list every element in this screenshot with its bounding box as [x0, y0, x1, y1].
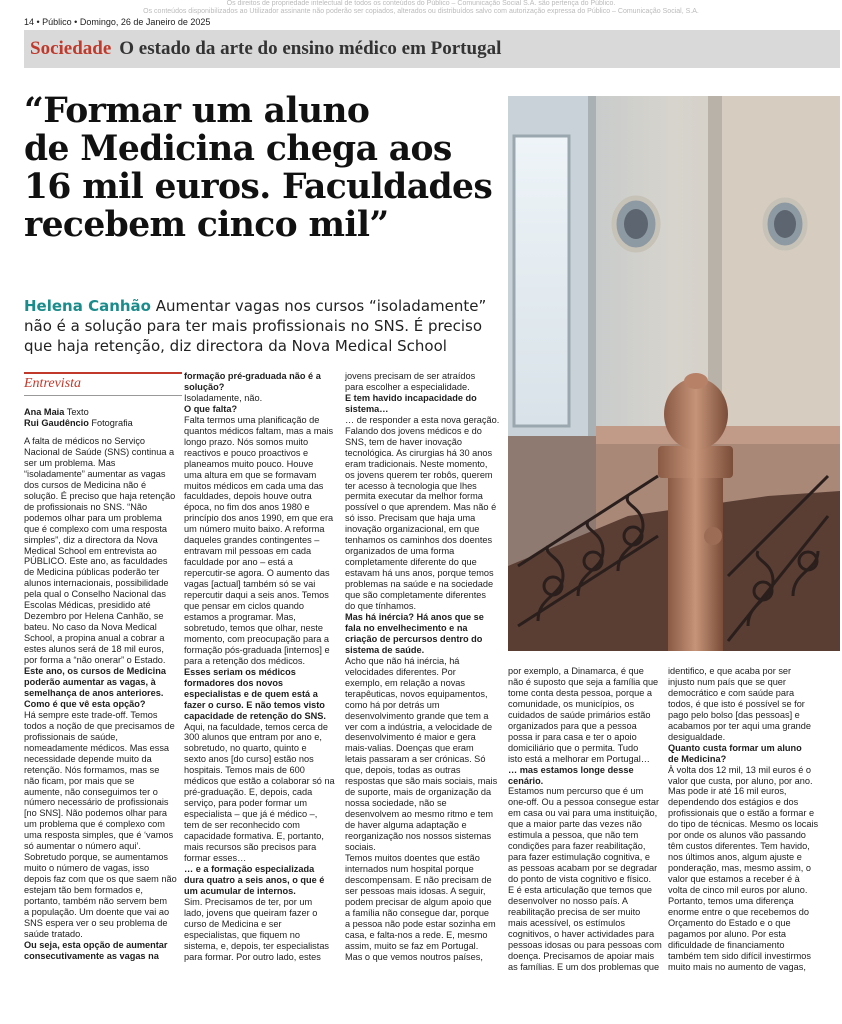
article-text-line: têm custos diferentes. Tem havido,	[668, 841, 810, 852]
article-text-line: também tem sido difícil investirmos	[668, 950, 811, 961]
article-text-line: faculdades, depois houve outra	[184, 491, 312, 502]
byline-author-role: Texto	[66, 407, 89, 417]
text-column-1	[24, 436, 177, 962]
article-text-line: velocidades diferentes. Por	[345, 666, 456, 677]
staircase-illustration	[508, 96, 840, 651]
article-text-line: respostas que são mais sociais, mais	[345, 776, 498, 787]
article-text-line: longo prazo. Nós somos muito	[184, 436, 309, 447]
article-text-line: E tem havido incapacidade do	[345, 392, 477, 403]
article-text-line: para a retenção dos médicos.	[184, 655, 306, 666]
article-text-line: profissionais de saúde,	[24, 731, 118, 742]
article-text-line: organizados de uma forma	[345, 546, 455, 557]
article-text-line: Sobretudo porque, se aumentamos	[24, 852, 169, 863]
article-text-line: Isoladamente, não.	[184, 392, 263, 403]
article-text-line: cuidados de saúde primários estão	[508, 709, 651, 720]
article-text-line: uma resposta simples, que é ‘vamos	[24, 830, 174, 841]
article-text-line: de profissionais no SNS. “Não	[24, 501, 148, 512]
article-byline	[24, 407, 133, 429]
article-text-line: A falta de médicos no Serviço	[24, 436, 146, 446]
article-text-line: descompensam. E não precisam de	[345, 874, 492, 885]
article-lede	[24, 296, 498, 356]
article-text-line: bateu. No caso da Nova Medical	[24, 622, 157, 633]
article-text-line: como há por detrás um	[345, 699, 440, 710]
article-text-line: Quanto custa formar um aluno	[668, 742, 802, 753]
article-text-line: Há sempre este trade-off. Temos	[24, 709, 158, 720]
headline-line: “Formar um aluno	[24, 91, 370, 131]
article-text-line: comunidade, os municípios, os	[508, 698, 635, 709]
article-text-line: doença. Precisamos de apoiar mais	[508, 950, 655, 961]
article-text-line: desenvolvem ao mesmo ritmo e tem	[345, 809, 494, 820]
article-text-line: organizados para que a pessoa	[508, 720, 637, 731]
byline-photographer: Rui Gaudêncio	[24, 418, 89, 428]
lede-author: Helena Canhão	[24, 297, 151, 315]
article-text-line: de suporte, mais de organização da	[345, 787, 492, 798]
article-text-line: Esses seriam os médicos	[184, 666, 296, 677]
article-text-line: de Medicina públicas poderão ter	[24, 567, 160, 578]
article-text-line: Dezembro por Helena Canhão, se	[24, 611, 164, 622]
page-folio: 14 • Público • Domingo, 26 de Janeiro de 2025	[24, 17, 211, 27]
article-text-line: repercutir-se agora. O aumento das	[184, 568, 330, 579]
article-text-line: todos, é que isto é possível se for	[668, 698, 805, 709]
article-text-line: 300 alunos que entram por ano e,	[184, 732, 322, 743]
article-text-line: pré-graduação. E, depois, cada	[184, 787, 313, 798]
article-text-line: reabilitação precisa de ser muito	[508, 906, 641, 917]
article-text-line: condições para fazer reabilitação,	[508, 841, 646, 852]
article-text-line: vagas [actual] também só se vai	[184, 579, 316, 590]
article-text-line: por forma a “não onerar” o Estado.	[24, 655, 166, 666]
article-text-line: volta de cinco mil euros por aluno.	[668, 885, 808, 896]
article-text-line: a população. Um doente que vai ao	[24, 906, 170, 917]
article-text-line: quantos médicos faltam, mas a mais	[184, 425, 334, 436]
article-text-line: por onde os alunos vão passando	[668, 830, 806, 841]
article-text-line: assim, muito se faz em Portugal.	[345, 940, 479, 951]
article-text-line: que a maior parte das vezes não	[508, 819, 642, 830]
article-text-line: Temos muitos doentes que estão	[345, 852, 480, 863]
text-column-3	[345, 371, 499, 962]
article-text-line: as pessoas acabam por se degradar	[508, 863, 658, 874]
article-text-line: hospitais. Temos mais de 600	[184, 765, 305, 776]
article-text-line: cenário.	[508, 775, 544, 786]
article-text-line: do tipo de técnicas. Mesmo os locais	[668, 819, 819, 830]
article-text-line: fazer o curso. E não temos visto	[184, 699, 325, 710]
article-text-line: Medical School em entrevista ao	[24, 545, 157, 556]
article-text-line: valor que custa, por aluno, por ano.	[668, 775, 813, 786]
article-text-line: ponderação, mas, mesmo assim, o	[668, 863, 811, 874]
article-text-line: sistema, e, depois, ter especialistas	[184, 940, 330, 951]
article-text-line: valor que estamos a receber é à	[668, 874, 800, 885]
article-text-line: sobretudo, temos que olhar, neste	[184, 622, 323, 633]
article-text-line: dificuldade de financiamento	[668, 939, 785, 950]
article-text-line: de haver alguma adaptação e	[345, 820, 467, 831]
article-text-line: permita executar da melhor forma	[345, 491, 483, 502]
headline-line: recebem cinco mil”	[24, 205, 389, 245]
article-text-line: para formar. Por outro lado, estes	[184, 951, 321, 962]
copyright-notice	[0, 0, 842, 16]
article-text-line: época, no fim dos anos 1980 e	[184, 502, 310, 513]
copyright-line: Os conteúdos disponibilizados ao Utilizador assinante não poderão ser copiados, alterados ou distribuídos salvo com autorização expressa do Público – Comunicação Social, S.A.	[143, 8, 699, 15]
article-text-line: tecnológica. As cirurgias há 30 anos	[345, 447, 493, 458]
article-text-line: pagamos por aluno. Por esta	[668, 928, 786, 939]
article-text-line: Nacional de Saúde (SNS) continua a	[24, 446, 175, 457]
article-text-line: saúde tratado.	[24, 928, 83, 939]
article-text-line: um acumular de internos.	[184, 885, 296, 896]
text-column-2	[184, 371, 335, 962]
article-text-line: ser um problema. Mas	[24, 457, 116, 468]
article-text-line: … e a formação especializada	[184, 863, 315, 874]
article-text-line: Este ano, os cursos de Medicina	[24, 666, 166, 677]
article-text-line: casa, e falta-nos a rede. E, mesmo	[345, 929, 488, 940]
article-text-line: Acho que não há inércia, há	[345, 655, 460, 666]
article-text-line: dependendo dos estágios e dos	[668, 797, 799, 808]
article-text-line: lado, jovens que queiram fazer o	[184, 907, 318, 918]
headline-line: 16 mil euros. Faculdades	[24, 167, 493, 207]
article-text-line: do ponto de vista cognitivo e físico.	[508, 874, 652, 885]
article-text-line: Falando dos jovens médicos e do	[345, 425, 482, 436]
article-text-line: semelhança de anos anteriores.	[24, 687, 164, 698]
article-text-line: criação de percursos dentro do	[345, 633, 483, 644]
article-text-line: necessidade depende muito da	[24, 753, 152, 764]
article-text-line: Sim. Precisamos de ter, por um	[184, 896, 313, 907]
article-text-line: Mas pode ir até 16 mil euros,	[668, 786, 787, 797]
article-text-line: injusto num país que se quer	[668, 676, 786, 687]
article-text-line: SNS espera ver o seu problema de	[24, 917, 168, 928]
article-text-line: dura quatro a seis anos, o que é	[184, 874, 325, 885]
article-text-line: domiciliário que o permita. Tudo	[508, 742, 639, 753]
article-text-line: estimula a pessoa, que não tem	[508, 830, 639, 841]
article-text-line: em casa ou vai para uma instituição,	[508, 808, 658, 819]
article-text-line: muitos médicos em cada uma das	[184, 480, 324, 491]
article-text-line: formadores dos novos	[184, 677, 284, 688]
article-text-line: mais recursos são precisos para	[184, 841, 317, 852]
article-text-line: À volta dos 12 mil, 13 mil euros é o	[668, 764, 811, 775]
article-text-line: Como é que vê esta opção?	[24, 698, 146, 709]
article-text-line: tenhamos os caminhos dos doentes	[345, 535, 493, 546]
article-text-line: que pensar em ciclos quando	[184, 601, 305, 612]
article-text-line: SNS, tem de haver inovação	[345, 436, 462, 447]
article-text-line: inovação organizacional, em que	[345, 524, 480, 535]
article-text-line: ser pessoas mais idosas. A seguir,	[345, 885, 486, 896]
article-text-line: desenvolvimento grande que tem a	[345, 710, 489, 721]
article-text-line: médicos que estão a colaborar só na	[184, 776, 335, 787]
article-text-line: princípio dos anos 1990, em que era	[184, 513, 334, 524]
article-text-line: possível o que aprendem. Mas não é	[345, 502, 497, 513]
article-text-line: “isoladamente” aumentar as vagas	[24, 468, 166, 479]
lede-line: não é a solução para ter mais profissionais no SNS. É preciso	[24, 317, 482, 335]
article-text-line: formação pós-graduada [internos] e	[184, 644, 330, 655]
article-text-line: Orçamento do Estado e o que	[668, 917, 791, 928]
article-text-line: O que falta?	[184, 403, 238, 414]
article-text-line: tome conta desta pessoa, porque a	[508, 687, 653, 698]
article-text-line: ver com a indústria, a velocidade de	[345, 721, 493, 732]
article-text-line: só isso. Precisam que haja uma	[345, 513, 476, 524]
article-text-line: internados num hospital porque	[345, 863, 474, 874]
article-text-line: faculdade por ano – está a	[184, 557, 293, 568]
article-text-line: completamente diferente do que	[345, 557, 477, 568]
article-text-line: cognitivos, o haver actividades para	[508, 928, 655, 939]
article-text-line: que são completamente diferentes	[345, 590, 486, 601]
lede-line: Aumentar vagas nos cursos “isoladamente”	[155, 297, 487, 315]
article-text-line: especialistas e de quem está a	[184, 688, 318, 699]
article-text-line: estavam há uns anos, porque temos	[345, 568, 494, 579]
article-text-line: exemplo, em relação a novas	[345, 677, 466, 688]
article-text-line: não ficam, por mais que se	[24, 775, 135, 786]
section-kicker: Entrevista	[24, 372, 182, 392]
article-text-line: repercutir daqui a seis anos. Temos	[184, 590, 329, 601]
article-text-line: jovens precisam de ser atraídos	[345, 371, 476, 381]
article-text-line: portanto, também não servem bem	[24, 896, 167, 907]
article-text-line: depois faz com que os que saem não	[24, 874, 177, 885]
article-text-line: aumente, não conseguimos ter o	[24, 786, 158, 797]
byline-author: Ana Maia	[24, 407, 65, 417]
article-text-line: formação pré-graduada não é a	[184, 371, 321, 381]
article-text-line: … de responder a esta nova geração.	[345, 414, 500, 425]
article-text-line: do que tínhamos.	[345, 601, 416, 612]
article-text-line: Mas o que vemos noutros países,	[345, 951, 483, 962]
article-text-line: muito o número de vagas, isso	[24, 863, 150, 874]
article-text-line: acabamos por ter aqui uma grande	[668, 720, 812, 731]
article-text-line: solução?	[184, 381, 225, 392]
article-text-line: sistema de saúde.	[345, 644, 425, 655]
article-text-line: pela qual o Conselho Nacional das	[24, 589, 166, 600]
article-text-line: especialistas, que fiquem no	[184, 929, 300, 940]
article-text-line: uma altura em que se formavam	[184, 469, 317, 480]
article-text-line: desenvolver no nosso país. A	[508, 896, 629, 907]
article-text-line: planeamos muito pouco. Houve	[184, 458, 314, 469]
article-text-line: a família não consegue dar, porque	[345, 907, 490, 918]
article-text-line: que é complexo com uma resposta	[24, 523, 167, 534]
article-text-line: terapêuticas, novos equipamentos,	[345, 688, 488, 699]
headline-line: de Medicina chega aos	[24, 129, 452, 169]
article-text-line: capacidade formativa. E, portanto,	[184, 831, 324, 842]
article-text-line: enorme entre o que recebemos do	[668, 906, 809, 917]
article-text-line: dos cursos de Medicina não é	[24, 479, 147, 490]
article-text-line: desigualdade.	[668, 731, 726, 742]
article-text-line: sexto anos [do curso] estão nos	[184, 754, 314, 765]
article-text-line: estes alunos será de 18 mil euros,	[24, 644, 164, 655]
article-text-line: Aqui, na faculdade, temos cerca de	[184, 721, 329, 732]
article-text-line: capacidade de retenção do SNS.	[184, 710, 326, 721]
article-text-line: simples”, diz a directora da Nova	[24, 534, 158, 545]
article-text-line: podemos olhar para um problema	[24, 512, 162, 523]
article-text-line: entravam mil pessoas em cada	[184, 546, 312, 557]
article-text-line: retenção. Nós formamos, mas se	[24, 764, 160, 775]
article-text-line: daqueles grandes contingentes –	[184, 535, 320, 546]
article-text-line: Falta termos uma planificação de	[184, 414, 320, 425]
article-text-line: um problema que é complexo com	[24, 819, 165, 830]
article-text-line: Ou seja, esta opção de aumentar	[24, 939, 168, 950]
article-text-line: reactivos e pouco proactivos e	[184, 447, 309, 458]
article-text-line: curso de Medicina e ser	[184, 918, 282, 929]
article-text-line: pessoas idosas ou para pessoas com	[508, 939, 662, 950]
article-text-line: PÚBLICO. Este ano, as faculdades	[24, 556, 168, 567]
article-text-line: podem precisar de algum apoio que	[345, 896, 492, 907]
article-text-line: momento, com preocupação para a	[184, 633, 330, 644]
article-text-line: democrático e com saúde para	[668, 687, 795, 698]
article-text-line: E é esta articulação que temos que	[508, 885, 653, 896]
article-text-line: tem de ser reconhecido com	[184, 820, 300, 831]
article-text-line: só aumentar o número aqui’.	[24, 841, 141, 852]
article-text-line: ter acesso à tecnologia que lhes	[345, 480, 477, 491]
article-text-line: desenvolvimento é maior e gera	[345, 732, 476, 743]
article-text-line: para fazer estimulação cognitiva, e	[508, 852, 650, 863]
article-text-line: não é suposto que seja a família que	[508, 676, 659, 687]
article-text-line: mais-valias. Doenças que eram	[345, 743, 474, 754]
article-text-line: one-off. Ou a pessoa consegue estar	[508, 797, 660, 808]
article-text-line: Estamos num percurso que é um	[508, 786, 644, 797]
staircase-photo	[508, 96, 840, 651]
byline-photo-role: Fotografia	[91, 418, 133, 428]
article-text-line: serviço, para poder formar um	[184, 798, 308, 809]
article-text-line: profissionais que o estão a formar e	[668, 808, 815, 819]
text-column-4	[508, 666, 662, 973]
article-text-line: identifico, e que acaba por ser	[668, 666, 792, 676]
article-text-line: alunos internacionais, possibilidade	[24, 578, 169, 589]
article-text-line: possa ir para casa e ter o apoio	[508, 731, 637, 742]
article-text-line: estamos a programar. Mas,	[184, 611, 296, 622]
article-text-line: letais passaram a ser crónicas. Só	[345, 754, 486, 765]
article-text-line: pago pelo bolso [das pessoas] e	[668, 709, 800, 720]
section-name: Sociedade	[30, 38, 112, 59]
article-text-line: nossa sociedade, não se	[345, 798, 447, 809]
section-topic: O estado da arte do ensino médico em Portugal	[119, 38, 502, 59]
article-text-line: fala no envelhecimento e na	[345, 622, 468, 633]
article-text-line: [no SNS]. Não podemos olhar para	[24, 808, 167, 819]
article-text-line: … mas estamos longe desse	[508, 764, 634, 775]
article-headline	[24, 92, 498, 244]
article-text-line: número necessário de profissionais	[24, 797, 169, 808]
article-text-line: School, a propina anual a cobrar a	[24, 633, 165, 644]
kicker-divider	[24, 395, 182, 396]
article-text-line: que, depois, todas as outras	[345, 765, 461, 776]
article-text-line: as famílias. E um dos problemas que	[508, 961, 660, 972]
article-text-line: Escolas Médicas, presidido até	[24, 600, 151, 611]
article-text-line: reorganização nos nossos sistemas	[345, 831, 492, 842]
article-text-line: a pessoa não pode estar sozinha em	[345, 918, 496, 929]
article-text-line: sobretudo, no quarto, quinto e	[184, 743, 307, 754]
text-column-5	[668, 666, 818, 973]
article-text-line: Mas há inércia? Há anos que se	[345, 611, 484, 622]
article-text-line: nomeadamente médicos. Mas essa	[24, 742, 170, 753]
article-text-line: Portanto, temos uma diferença	[668, 896, 794, 907]
article-text-line: nos últimos anos, algum ajuste e	[668, 852, 802, 863]
article-text-line: muito mais no aumento de vagas,	[668, 961, 806, 972]
copyright-line: Os direitos de propriedade intelectual de todos os conteúdos do Público – Comunicação Social S.A. são pertença do Público.	[226, 0, 616, 7]
article-text-line: especialista – que já é médico –,	[184, 809, 318, 820]
article-text-line: formar esses…	[184, 852, 247, 863]
article-text-line: problemas na saúde e na sociedade	[345, 579, 494, 590]
article-text-line: estejam tão bem formados e,	[24, 885, 143, 896]
article-text-line: todos a noção de que precisamos de	[24, 720, 175, 731]
article-text-line: por exemplo, a Dinamarca, é que	[508, 666, 644, 676]
article-text-line: eram tradicionais. Neste momento,	[345, 458, 488, 469]
article-text-line: consecutivamente as vagas na	[24, 950, 159, 961]
article-text-line: sociais.	[345, 841, 376, 852]
article-text-line: para escolher a especialidade.	[345, 381, 470, 392]
article-text-line: mais acessível, os estímulos	[508, 917, 625, 928]
article-text-line: os jovens querem ter robôs, querem	[345, 469, 493, 480]
article-text-line: isto está a melhorar em Portugal…	[508, 753, 650, 764]
article-text-line: solução. É preciso que haja retenção	[24, 490, 176, 501]
article-text-line: de Medicina?	[668, 753, 727, 764]
article-text-line: poderão aumentar as vagas, à	[24, 676, 156, 687]
lede-line: que haja retenção, diz directora da Nova Medical School	[24, 337, 447, 355]
article-text-line: sistema…	[345, 403, 389, 414]
section-header-bar	[24, 30, 840, 68]
article-text-line: um número muito baixo. A reforma	[184, 524, 325, 535]
